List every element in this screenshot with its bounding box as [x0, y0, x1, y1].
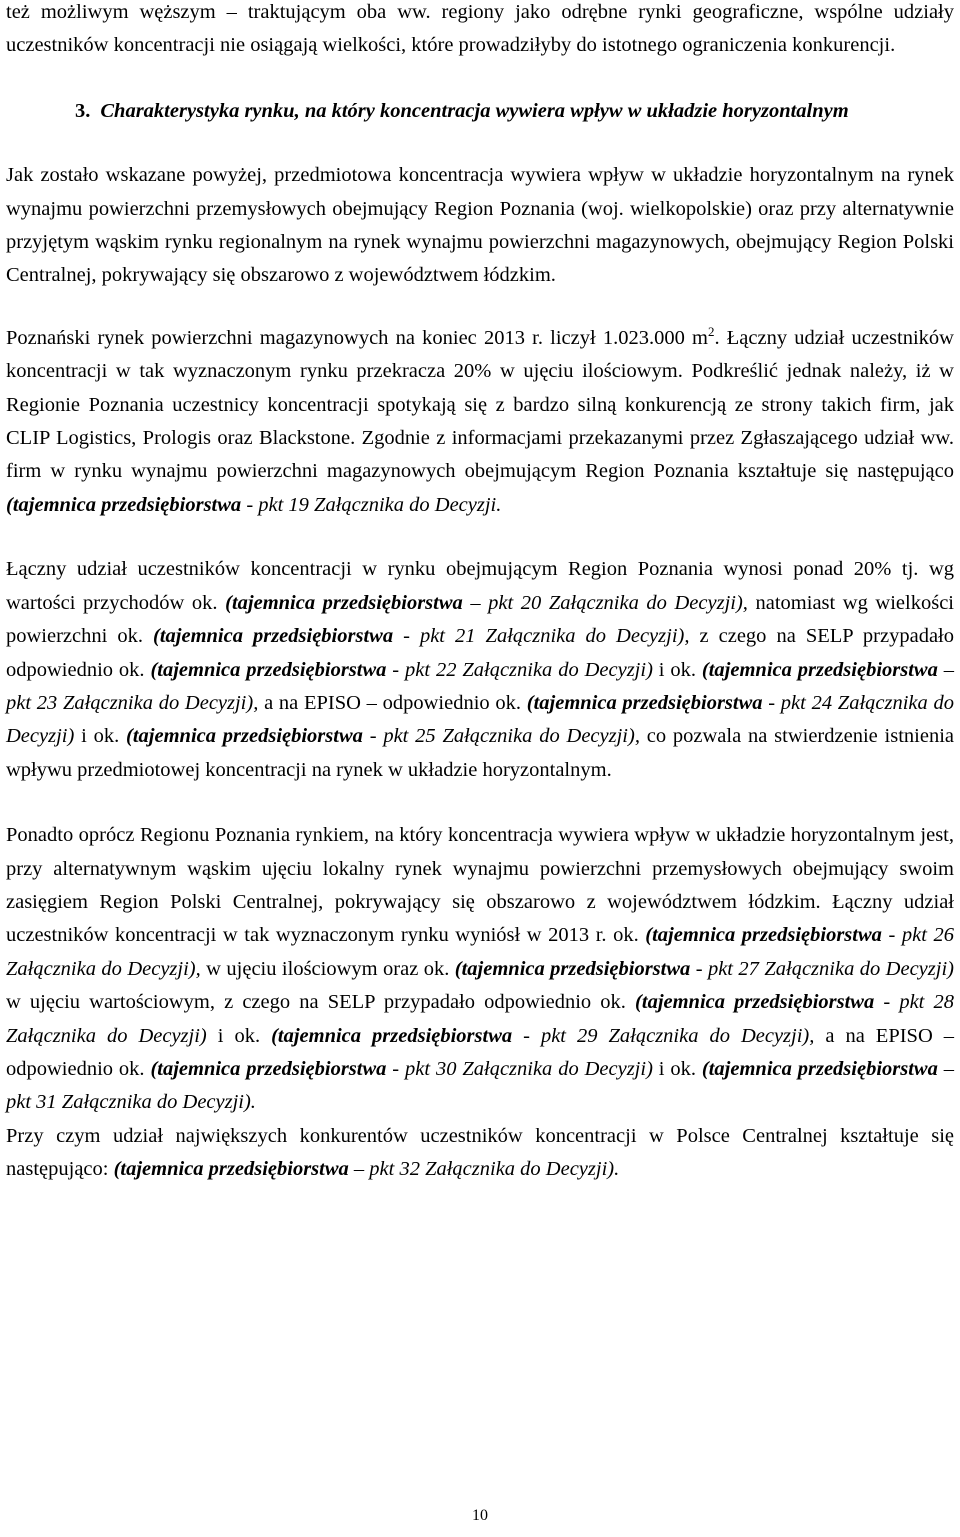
section-number: 3. — [75, 99, 91, 122]
paragraph-text: z czego na SELP przypadało odpowiednio ok. — [6, 625, 954, 681]
paragraph-text: natomiast wg wielkości powierzchni ok. — [6, 591, 954, 648]
paragraph-text: Poznański rynek powierzchni magazynowych na koniec 2013 r. liczył 1.023.000 m — [6, 326, 708, 349]
annex-reference: - pkt 19 Załącznika do Decyzji. — [241, 493, 502, 516]
annex-reference: – pkt 23 Załącznika do Decyzji), — [6, 658, 955, 714]
redaction-label: (tajemnica przedsiębiorstwa — [150, 1057, 387, 1080]
paragraph-market-description — [6, 159, 954, 293]
annex-reference: - pkt 30 Załącznika do Decyzji) — [386, 1057, 653, 1080]
paragraph-text: w ujęciu wartościowym, z czego na SELP przypadało odpowiednio ok. — [6, 991, 636, 1014]
annex-reference: - pkt 24 Załącznika do Decyzji) — [6, 691, 954, 748]
paragraph-text: i ok. — [652, 1057, 702, 1080]
superscript: 2 — [707, 324, 715, 340]
annex-reference: – pkt 31 Załącznika do Decyzji). — [6, 1057, 955, 1114]
annex-reference: - pkt 27 Załącznika do Decyzji) — [690, 957, 954, 980]
paragraph-poznan-market — [6, 322, 954, 522]
paragraph-text: . Łączny udział uczestników koncentracji w tak wyznaczonym rynku przekracza 20% w ujęciu ilościowym. Podkreślić jednak należy, iż w Regionie Poznania uczestnicy koncentracji spotykają się z bardzo silną konkurencją ze strony takich firm, jak CLIP Logistics, Prologis oraz Blackstone. Zgodnie z informacjami przekazanymi przez Zgłaszającego udział ww. firm w rynku wynajmu powierzchni magazynowych obejmującym Region Poznania kształtuje się następująco — [6, 326, 954, 483]
paragraph-text: Łączny udział uczestników koncentracji w rynku obejmującym Region Poznania wynosi ponad 20% tj. wg wartości przychodów ok. — [6, 558, 954, 614]
paragraph-competitors — [6, 1120, 954, 1187]
redaction-label: (tajemnica przedsiębiorstwa — [635, 991, 875, 1014]
redaction-label: (tajemnica przedsiębiorstwa — [153, 625, 394, 648]
redaction-label: (tajemnica przedsiębiorstwa — [225, 591, 463, 614]
redaction-label: (tajemnica przedsiębiorstwa — [150, 658, 387, 681]
annex-reference: - pkt 22 Załącznika do Decyzji) — [386, 658, 653, 681]
redaction-label: (tajemnica przedsiębiorstwa — [271, 1024, 513, 1047]
annex-reference: - pkt 28 Załącznika do Decyzji) — [6, 991, 954, 1047]
paragraph-text: też możliwym węższym – traktującym oba ww. regiony jako odrębne rynki geograficzne, wspólne udziały uczestników koncentracji nie osiągają wielkości, które prowadziłyby do istotnego ograniczenia konkurencji. — [6, 1, 954, 57]
redaction-label: (tajemnica przedsiębiorstwa — [701, 658, 938, 681]
paragraph-text: a na EPISO – odpowiednio ok. — [258, 691, 527, 714]
paragraph-text: Jak zostało wskazane powyżej, przedmiotowa koncentracja wywiera wpływ w układzie horyzontalnym na rynek wynajmu powierzchni przemysłowych obejmujący Region Poznania (woj. wielkopolskie) oraz przy alternatywnie przyjętym wąskim rynku regionalnym na rynek wynajmu powierzchni magazynowych, obejmujący Region Polski Centralnej, pokrywający się obszarowo z województwem łódzkim. — [6, 164, 954, 287]
redaction-label: (tajemnica przedsiębiorstwa — [126, 725, 363, 748]
annex-reference: - pkt 21 Załącznika do Decyzji), — [393, 625, 690, 648]
redaction-label: (tajemnica przedsiębiorstwa — [6, 493, 242, 516]
paragraph-text: Ponadto oprócz Regionu Poznania rynkiem, na który koncentracja wywiera wpływ w układzie horyzontalnym jest, przy alternatywnym wąskim ujęciu lokalny rynek wynajmu powierzchni przemysłowych obejmujący swoim zasięgiem Region Polski Centralnej, pokrywający się obszarowo z województwem łódzkim. Łączny udział uczestników koncentracji w tak wyznaczonym rynku wyniósł w 2013 r. ok. — [6, 824, 954, 947]
paragraph-text: co pozwala na stwierdzenie istnienia wpływu przedmiotowej koncentracji na rynek w układzie horyzontalnym. — [6, 725, 954, 781]
redaction-label: (tajemnica przedsiębiorstwa — [645, 924, 882, 947]
annex-reference: – pkt 32 Załącznika do Decyzji). — [348, 1158, 620, 1181]
paragraph-text: i ok. — [74, 725, 127, 748]
paragraph-text: i ok. — [652, 658, 702, 681]
paragraph-text: w ujęciu ilościowym oraz ok. — [200, 957, 455, 980]
redaction-label: (tajemnica przedsiębiorstwa — [701, 1057, 938, 1080]
paragraph-combined-share — [6, 553, 954, 787]
annex-reference: - pkt 26 Załącznika do Decyzji), — [6, 924, 954, 980]
paragraph-text: a na EPISO – odpowiednio ok. — [6, 1024, 955, 1080]
annex-reference: - pkt 25 Załącznika do Decyzji), — [362, 725, 640, 748]
section-heading — [6, 95, 954, 128]
redaction-label: (tajemnica przedsiębiorstwa — [526, 691, 763, 714]
paragraph-central-poland — [6, 819, 954, 1120]
redaction-label: (tajemnica przedsiębiorstwa — [454, 957, 691, 980]
redaction-label: (tajemnica przedsiębiorstwa — [113, 1158, 349, 1181]
paragraph-text: Przy czym udział największych konkurentów uczestników koncentracji w Polsce Centralnej kształtuje się następująco: — [6, 1124, 954, 1181]
annex-reference: – pkt 20 Załącznika do Decyzji), — [462, 591, 748, 614]
paragraph-text: i ok. — [206, 1024, 272, 1047]
paragraph-continuation — [6, 0, 954, 63]
annex-reference: - pkt 29 Załącznika do Decyzji), — [512, 1024, 815, 1047]
section-title: Charakterystyka rynku, na który koncentracja wywiera wpływ w układzie horyzontalnym — [100, 99, 849, 122]
document-page — [6, 0, 954, 1537]
page-number: 10 — [472, 1507, 488, 1524]
